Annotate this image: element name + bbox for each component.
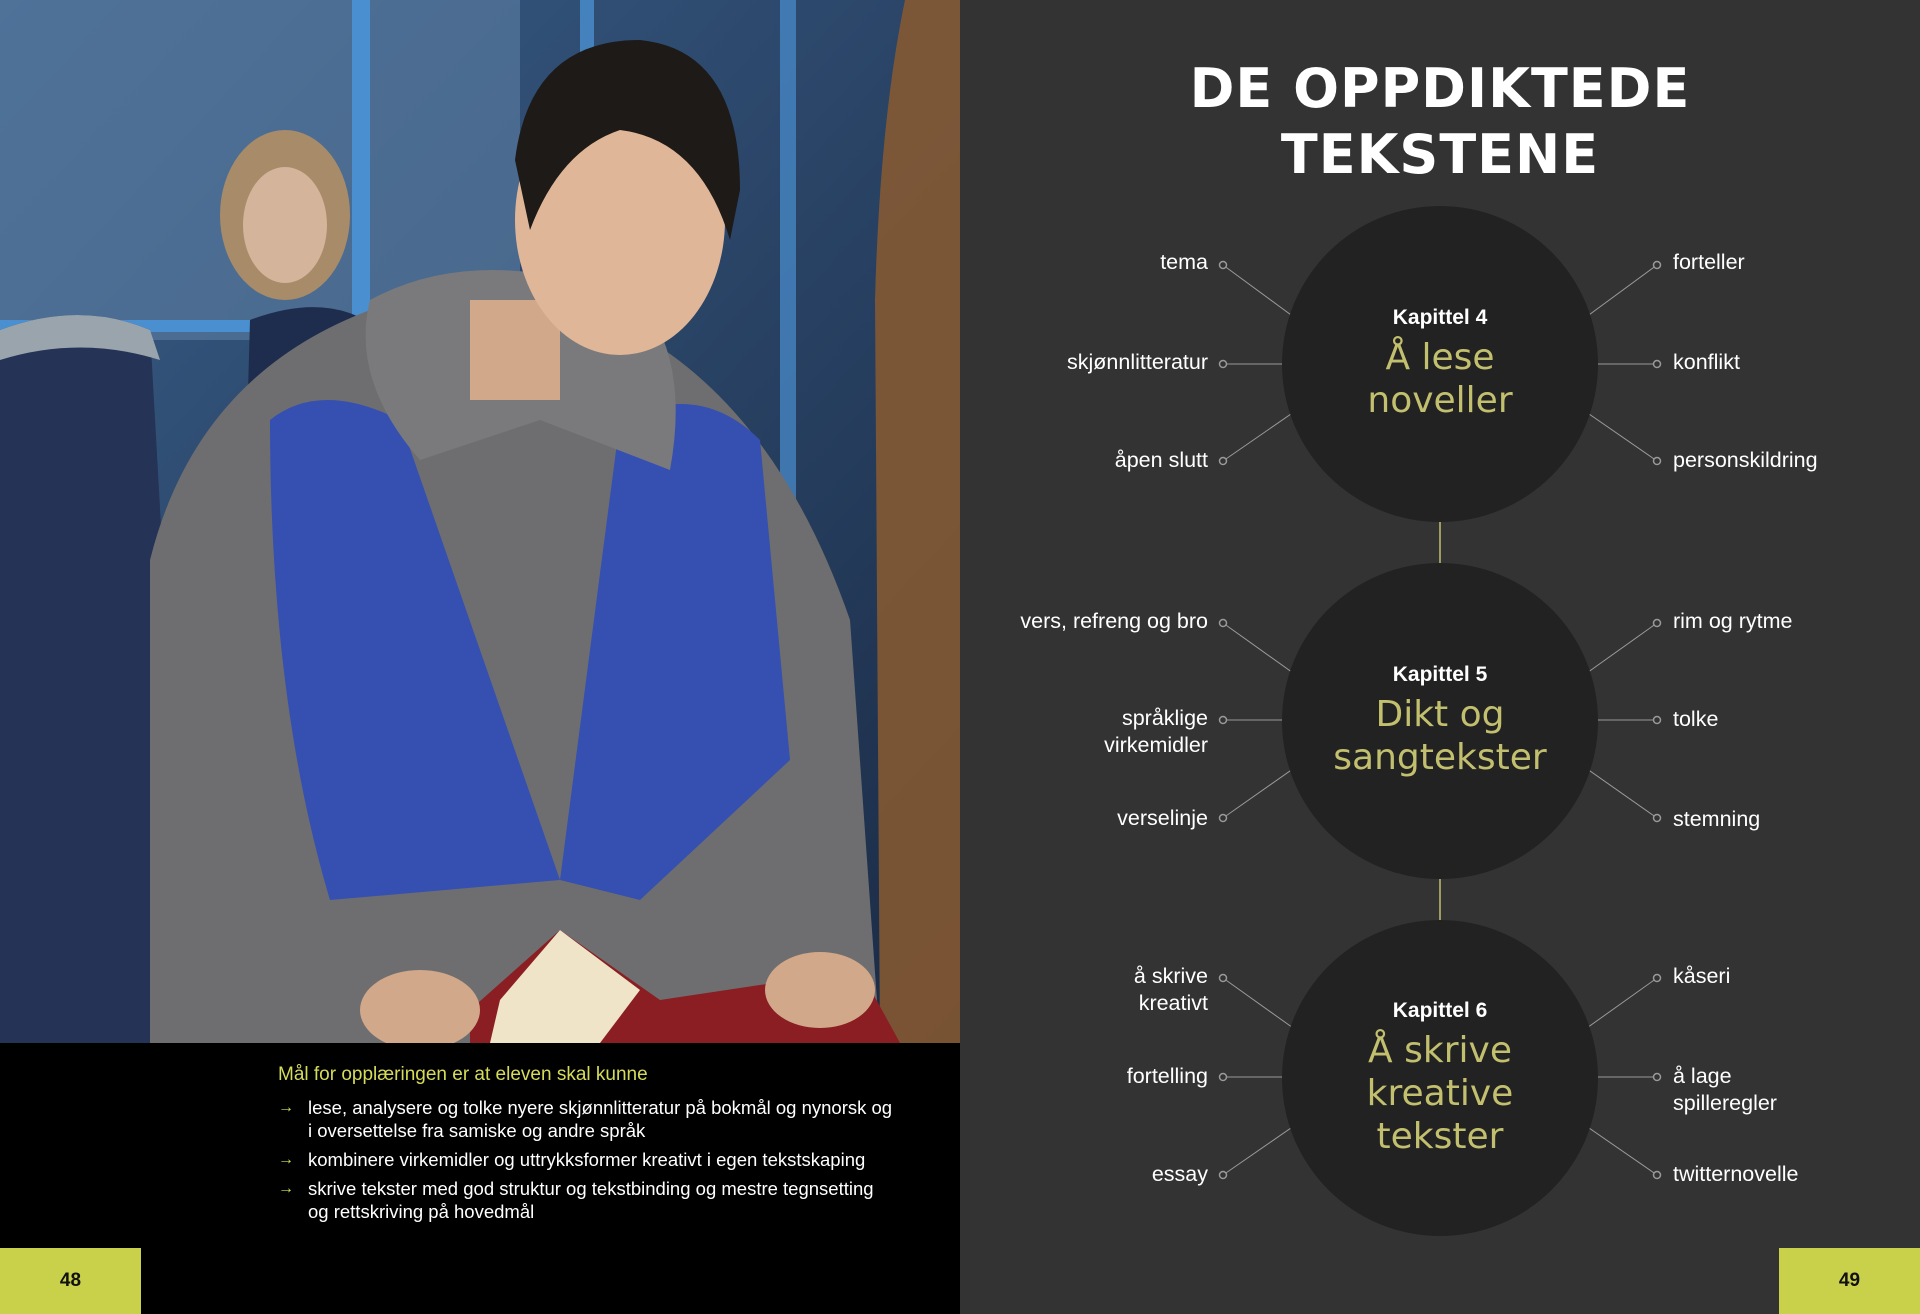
chapter-title-line: tekster <box>1376 1115 1504 1157</box>
term-label: konflikt <box>1673 350 1740 374</box>
term-label: vers, refreng og bro <box>1020 609 1208 633</box>
chapter-label: Kapittel 6 <box>1392 998 1488 1022</box>
term-label: forteller <box>1673 250 1745 274</box>
term-label: stemning <box>1673 807 1761 831</box>
arrow-icon: → <box>278 1180 294 1197</box>
term-label: språklige virkemidler <box>1104 706 1208 757</box>
arrow-icon: → <box>278 1099 294 1116</box>
chapter-title-line: Dikt og <box>1375 694 1505 735</box>
goal-text: skrive tekster med god struktur og tekstbinding og mestre tegnsetting og rettskriving på hovedmål <box>308 1178 874 1222</box>
term-label: rim og rytme <box>1673 609 1793 633</box>
title-line-1: DE OPPDIKTEDE <box>1189 57 1691 120</box>
chapter-label: Kapittel 5 <box>1392 663 1488 686</box>
term-label: essay <box>1151 1162 1208 1186</box>
chapter-6-circle <box>1282 920 1598 1236</box>
goal-item <box>278 1148 898 1171</box>
goal-item <box>278 1177 898 1223</box>
chapter-title-line: Å skrive <box>1368 1029 1512 1071</box>
chapter-5-circle <box>1282 563 1598 879</box>
learning-goals <box>278 1064 898 1229</box>
chapter-4-circle <box>1282 206 1598 522</box>
term-label: personskildring <box>1673 448 1818 472</box>
chapter-title-line: noveller <box>1367 380 1513 421</box>
term-label: tema <box>1160 250 1208 274</box>
term-label: å lage spilleregler <box>1673 1064 1777 1115</box>
title-line-2: TEKSTENE <box>1280 123 1600 186</box>
goal-text: kombinere virkemidler og uttrykksformer kreativt i egen tekstskaping <box>308 1149 866 1170</box>
term-label: tolke <box>1673 707 1719 731</box>
term-label: fortelling <box>1126 1064 1208 1088</box>
chapter-title-line: sangtekster <box>1333 737 1547 778</box>
term-label: å skrive kreativt <box>1133 964 1208 1015</box>
term-label: åpen slutt <box>1114 448 1208 472</box>
chapter-title-line: kreative <box>1366 1072 1514 1114</box>
goal-item <box>278 1096 898 1142</box>
page-number-right: 49 <box>1779 1248 1920 1314</box>
term-label: kåseri <box>1673 964 1731 988</box>
term-label: twitternovelle <box>1673 1162 1799 1186</box>
page-number-left: 48 <box>0 1248 141 1314</box>
goal-text: lese, analysere og tolke nyere skjønnlitteratur på bokmål og nynorsk og i oversettelse fra samiske og andre språk <box>308 1097 893 1141</box>
arrow-icon: → <box>278 1151 294 1168</box>
term-label: skjønnlitteratur <box>1067 350 1208 374</box>
right-page <box>960 0 1920 1314</box>
term-label: verselinje <box>1117 806 1208 830</box>
photo-boy-reading-on-bus <box>0 0 960 1043</box>
goals-list <box>278 1096 898 1223</box>
chapter-title-line: Å lese <box>1385 337 1495 378</box>
goals-title: Mål for opplæringen er at eleven skal kunne <box>278 1064 648 1085</box>
chapter-label: Kapittel 4 <box>1392 306 1488 329</box>
